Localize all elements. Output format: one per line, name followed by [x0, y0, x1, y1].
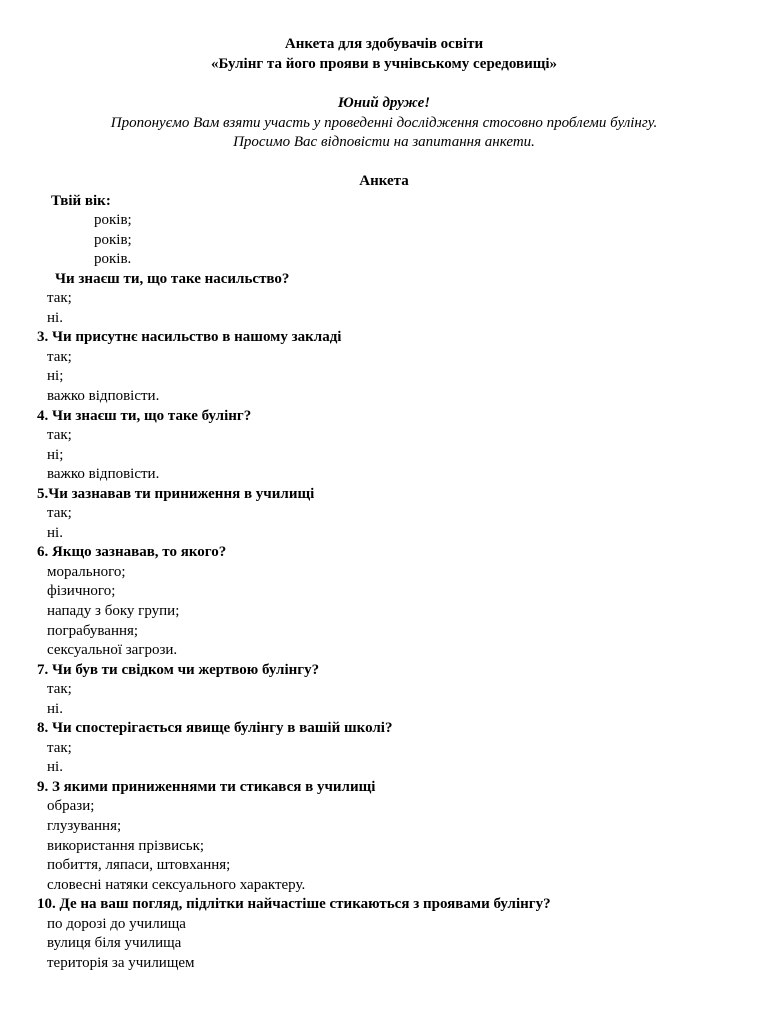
answer-option: років; [94, 232, 132, 248]
answer-option: так; [47, 349, 72, 365]
answer-option: ні. [47, 310, 63, 326]
answer-option: ні; [47, 368, 64, 384]
answer-option: важко відповісти. [47, 388, 160, 404]
question-4: 4. Чи знаєш ти, що таке булінг? [37, 408, 252, 424]
question-2: Чи знаєш ти, що таке насильство? [55, 271, 290, 287]
question-8: 8. Чи спостерігається явище булінгу в вашій школі? [37, 720, 393, 736]
page-title: Анкета для здобувачів освіти [284, 36, 484, 52]
answer-option: територія за училищем [47, 955, 195, 971]
page-subtitle: «Булінг та його прояви в учнівському середовищі» [210, 56, 558, 72]
answer-option: побиття, ляпаси, штовхання; [47, 857, 231, 873]
answer-option: вулиця біля училища [47, 935, 182, 951]
answer-option: по дорозі до училища [47, 916, 186, 932]
question-9: 9. З якими приниженнями ти стикався в училищі [37, 779, 376, 795]
question-3: 3. Чи присутнє насильство в нашому закладі [37, 329, 342, 345]
answer-option: ні. [47, 525, 63, 541]
answer-option: років; [94, 212, 132, 228]
answer-option: словесні натяки сексуального характеру. [47, 877, 306, 893]
answer-option: так; [47, 290, 72, 306]
question-10: 10. Де на ваш погляд, підлітки найчастіше стикаються з проявами булінгу? [37, 896, 551, 912]
question-5: 5.Чи зазнавав ти приниження в училищі [37, 486, 315, 502]
answer-option: нападу з боку групи; [47, 603, 180, 619]
answer-option: глузування; [47, 818, 122, 834]
answer-option: так; [47, 505, 72, 521]
answer-option: використання прізвиськ; [47, 838, 205, 854]
answer-option: пограбування; [47, 623, 139, 639]
question-6: 6. Якщо зазнавав, то якого? [37, 544, 227, 560]
answer-option: морального; [47, 564, 126, 580]
answer-option: років. [94, 251, 132, 267]
answer-option: так; [47, 740, 72, 756]
answer-option: так; [47, 427, 72, 443]
answer-option: ні. [47, 701, 63, 717]
intro-line-2: Просимо Вас відповісти на запитання анкети. [233, 134, 535, 150]
greeting: Юний друже! [337, 95, 431, 111]
answer-option: сексуальної загрози. [47, 642, 178, 658]
question-7: 7. Чи був ти свідком чи жертвою булінгу? [37, 662, 320, 678]
survey-heading: Анкета [359, 173, 409, 189]
intro-line-1: Пропонуємо Вам взяти участь у проведенні дослідження стосовно проблеми булінгу. [110, 115, 658, 131]
question-1: Твій вік: [51, 193, 111, 209]
answer-option: образи; [47, 798, 95, 814]
answer-option: ні. [47, 759, 63, 775]
answer-option: так; [47, 681, 72, 697]
answer-option: ні; [47, 447, 64, 463]
answer-option: важко відповісти. [47, 466, 160, 482]
answer-option: фізичного; [47, 583, 116, 599]
